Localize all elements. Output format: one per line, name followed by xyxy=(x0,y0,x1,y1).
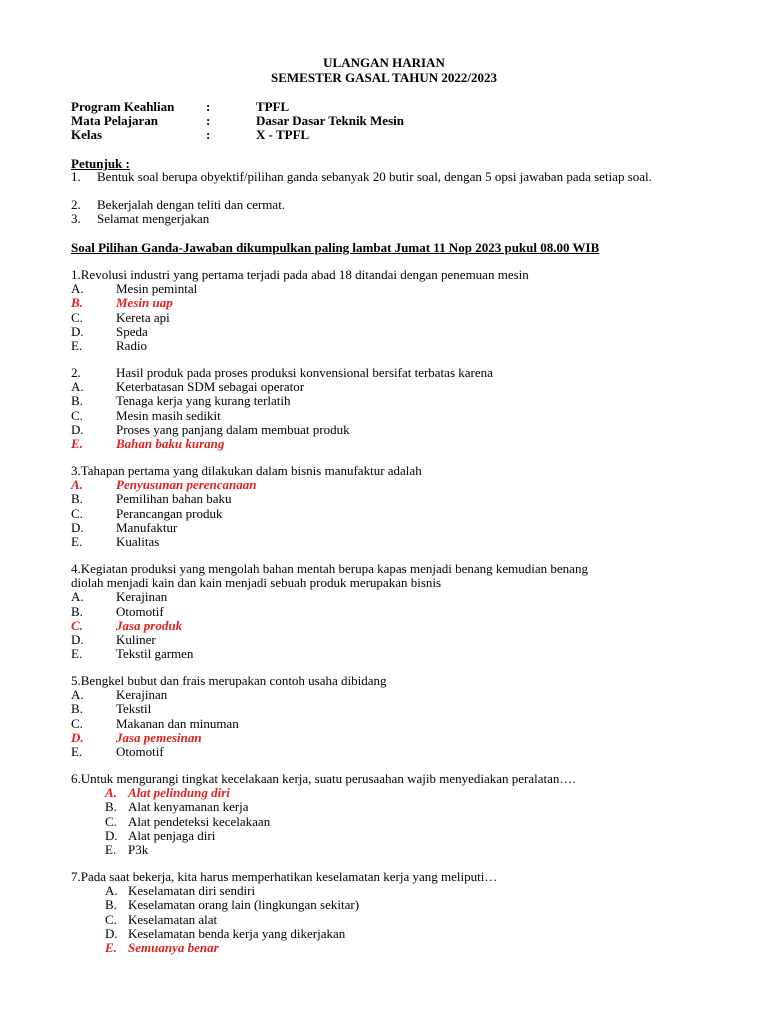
option-letter: E. xyxy=(71,337,83,353)
option-letter: A. xyxy=(71,379,84,395)
option-e[interactable] xyxy=(71,535,697,549)
option-a[interactable] xyxy=(71,884,697,898)
option-letter: D. xyxy=(71,323,84,339)
question-stem xyxy=(71,366,697,380)
option-text: Keselamatan alat xyxy=(128,911,218,927)
option-d[interactable] xyxy=(71,423,697,437)
option-letter: A. xyxy=(71,281,84,297)
option-e[interactable] xyxy=(71,843,697,857)
option-b[interactable] xyxy=(71,492,697,506)
option-text: Tenaga kerja yang kurang terlatih xyxy=(116,393,291,409)
option-letter: C. xyxy=(71,617,83,633)
option-text: Alat kenyamanan kerja xyxy=(128,799,249,815)
question-number: 2. xyxy=(71,365,81,380)
option-letter: B. xyxy=(105,897,117,913)
instruction-text: Selamat mengerjakan xyxy=(97,211,210,226)
option-letter: D. xyxy=(71,519,84,535)
question-4 xyxy=(71,562,697,661)
option-text: Alat penjaga diri xyxy=(128,827,216,843)
option-text: Kuliner xyxy=(116,631,156,647)
question-stem: 6.Untuk mengurangi tingkat kecelakaan kerja, suatu perusaahan wajib menyediakan peralatan…. xyxy=(71,771,576,786)
instruction-text: Bentuk soal berupa obyektif/pilihan ganda sebanyak 20 butir soal, dengan 5 opsi jawaban pada setiap soal. xyxy=(97,169,652,184)
option-text: Penyusunan perencanaan xyxy=(116,477,257,493)
option-b[interactable] xyxy=(71,800,697,814)
option-letter: C. xyxy=(71,309,83,325)
option-b[interactable] xyxy=(71,898,697,912)
option-letter: A. xyxy=(105,883,118,899)
option-letter: C. xyxy=(105,813,117,829)
option-text: Alat pendeteksi kecelakaan xyxy=(128,813,271,829)
option-text: Tekstil xyxy=(116,701,152,717)
option-text: Jasa pemesinan xyxy=(116,729,202,745)
option-text: P3k xyxy=(128,841,149,857)
question-stem-text: Hasil produk pada proses produksi konvensional bersifat terbatas karena xyxy=(116,365,493,380)
option-c[interactable] xyxy=(71,409,697,423)
meta-value: TPFL xyxy=(256,99,290,114)
question-6 xyxy=(71,772,697,857)
option-letter: E. xyxy=(105,939,117,955)
option-letter: C. xyxy=(105,911,117,927)
instruction-number: 3. xyxy=(71,211,81,226)
option-c[interactable] xyxy=(71,717,697,731)
option-e-correct[interactable] xyxy=(71,437,697,451)
meta-row-program xyxy=(71,100,671,114)
option-letter: E. xyxy=(71,646,83,662)
instructions-heading: Petunjuk : xyxy=(71,156,130,171)
meta-colon: : xyxy=(206,113,211,128)
option-d[interactable] xyxy=(71,927,697,941)
question-stem: 1.Revolusi industri yang pertama terjadi pada abad 18 ditandai dengan penemuan mesin xyxy=(71,267,529,282)
option-letter: D. xyxy=(71,729,84,745)
option-a-correct[interactable] xyxy=(71,786,697,800)
option-letter: E. xyxy=(105,841,117,857)
option-letter: D. xyxy=(105,827,118,843)
option-text: Kereta api xyxy=(116,309,170,325)
option-letter: C. xyxy=(71,505,83,521)
meta-label: Program Keahlian xyxy=(71,99,175,114)
option-text: Mesin pemintal xyxy=(116,281,198,297)
option-text: Semuanya benar xyxy=(128,939,219,955)
option-text: Manufaktur xyxy=(116,519,178,535)
meta-label: Mata Pelajaran xyxy=(71,113,159,128)
option-letter: E. xyxy=(71,533,83,549)
option-text: Makanan dan minuman xyxy=(116,715,239,731)
option-c[interactable] xyxy=(71,507,697,521)
instruction-item xyxy=(71,170,697,200)
option-b[interactable] xyxy=(71,394,697,408)
deadline-notice: Soal Pilihan Ganda-Jawaban dikumpulkan paling lambat Jumat 11 Nop 2023 pukul 08.00 WIB xyxy=(71,240,600,255)
option-text: Proses yang panjang dalam membuat produk xyxy=(116,421,350,437)
option-c-correct[interactable] xyxy=(71,619,697,633)
option-text: Alat pelindung diri xyxy=(128,785,230,801)
option-c[interactable] xyxy=(71,913,697,927)
option-letter: C. xyxy=(71,407,83,423)
option-b-correct[interactable] xyxy=(71,296,697,310)
option-text: Mesin masih sedikit xyxy=(116,407,221,423)
option-letter: A. xyxy=(71,687,84,703)
document-subtitle: SEMESTER GASAL TAHUN 2022/2023 xyxy=(271,70,497,85)
question-3 xyxy=(71,464,697,549)
option-letter: A. xyxy=(105,785,117,801)
question-stem-continued: diolah menjadi kain dan kain menjadi sebuah produk merupakan bisnis xyxy=(71,575,442,591)
option-text: Perancangan produk xyxy=(116,505,223,521)
option-letter: B. xyxy=(71,701,83,717)
meta-colon: : xyxy=(206,127,211,142)
option-letter: A. xyxy=(71,589,84,605)
option-c[interactable] xyxy=(71,815,697,829)
option-text: Bahan baku kurang xyxy=(116,435,225,451)
option-text: Keselamatan diri sendiri xyxy=(128,883,256,899)
question-stem: 7.Pada saat bekerja, kita harus memperhatikan keselamatan kerja yang meliputi… xyxy=(71,869,498,884)
option-letter: D. xyxy=(105,925,118,941)
option-d[interactable] xyxy=(71,829,697,843)
option-text: Pemilihan bahan baku xyxy=(116,491,232,507)
question-1 xyxy=(71,268,697,353)
option-d-correct[interactable] xyxy=(71,731,697,745)
option-letter: B. xyxy=(71,295,83,311)
option-letter: E. xyxy=(71,435,83,451)
option-letter: C. xyxy=(71,715,83,731)
option-letter: D. xyxy=(71,421,84,437)
document-title: ULANGAN HARIAN xyxy=(323,55,445,70)
option-letter: B. xyxy=(71,603,83,619)
option-a[interactable] xyxy=(71,282,697,296)
option-a[interactable] xyxy=(71,590,697,604)
option-d[interactable] xyxy=(71,325,697,339)
option-b[interactable] xyxy=(71,605,697,619)
instruction-number: 2. xyxy=(71,197,81,212)
question-5 xyxy=(71,674,697,759)
instruction-text: Bekerjalah dengan teliti dan cermat. xyxy=(97,197,286,212)
option-text: Kerajinan xyxy=(116,687,168,703)
option-a-correct[interactable] xyxy=(71,478,697,492)
option-letter: D. xyxy=(71,631,84,647)
option-b[interactable] xyxy=(71,702,697,716)
option-text: Jasa produk xyxy=(116,617,183,633)
meta-value: Dasar Dasar Teknik Mesin xyxy=(256,113,404,128)
meta-row-class xyxy=(71,128,671,142)
option-d[interactable] xyxy=(71,521,697,535)
option-text: Kerajinan xyxy=(116,589,168,605)
question-2 xyxy=(71,366,697,451)
option-text: Keterbatasan SDM sebagai operator xyxy=(116,379,305,395)
option-e-correct[interactable] xyxy=(71,941,697,955)
option-c[interactable] xyxy=(71,311,697,325)
option-text: Radio xyxy=(116,337,148,353)
option-a[interactable] xyxy=(71,380,697,394)
option-e[interactable] xyxy=(71,745,697,759)
option-a[interactable] xyxy=(71,688,697,702)
option-d[interactable] xyxy=(71,633,697,647)
option-e[interactable] xyxy=(71,339,697,353)
option-text: Otomotif xyxy=(116,743,164,759)
option-letter: E. xyxy=(71,743,83,759)
meta-colon: : xyxy=(206,99,211,114)
option-text: Otomotif xyxy=(116,603,164,619)
option-letter: B. xyxy=(71,393,83,409)
option-text: Keselamatan benda kerja yang dikerjakan xyxy=(128,925,346,941)
option-letter: B. xyxy=(71,491,83,507)
question-stem: 4.Kegiatan produksi yang mengolah bahan mentah berupa kapas menjadi benang kemudian benang xyxy=(71,561,588,576)
meta-row-subject xyxy=(71,114,671,128)
option-letter: B. xyxy=(105,799,117,815)
option-text: Speda xyxy=(116,323,148,339)
option-text: Kualitas xyxy=(116,533,160,549)
option-text: Keselamatan orang lain (lingkungan sekitar) xyxy=(128,897,360,913)
option-e[interactable] xyxy=(71,647,697,661)
option-letter: A. xyxy=(71,477,83,493)
question-stem: 5.Bengkel bubut dan frais merupakan contoh usaha dibidang xyxy=(71,673,387,688)
option-text: Tekstil garmen xyxy=(116,646,194,662)
question-7 xyxy=(71,870,697,955)
instruction-number: 1. xyxy=(71,169,81,184)
option-text: Mesin uap xyxy=(116,295,173,311)
question-stem: 3.Tahapan pertama yang dilakukan dalam bisnis manufaktur adalah xyxy=(71,463,422,478)
meta-label: Kelas xyxy=(71,127,103,142)
meta-value: X - TPFL xyxy=(256,127,310,142)
